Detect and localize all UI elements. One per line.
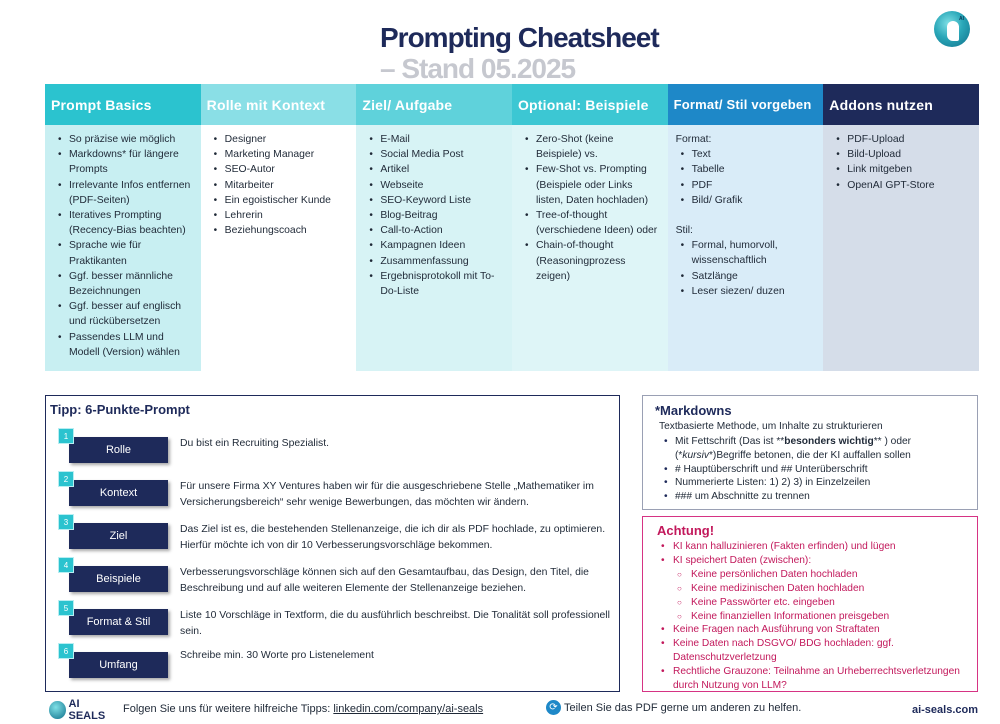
- list-item: • SEO-Autor: [207, 162, 351, 177]
- step-kontext: [54, 471, 614, 513]
- column-header: Optional: Beispiele: [512, 84, 668, 125]
- list-item: • Passendes LLM und Modell (Version) wählen: [51, 330, 195, 360]
- step-label: Beispiele: [69, 566, 168, 592]
- logo-label: AI: [959, 16, 964, 22]
- list-item: • Lehrerin: [207, 208, 351, 223]
- list-item: • Formal, humorvoll, wissenschaftlich: [674, 238, 818, 268]
- step-ziel: [54, 514, 614, 556]
- list-item: • Iteratives Prompting (Recency-Bias beachten): [51, 208, 195, 238]
- list-item: [659, 435, 975, 463]
- warning-item: • KI speichert Daten (zwischen):: [657, 554, 975, 568]
- list-item: • Blog-Beitrag: [362, 208, 506, 223]
- list-item: • E-Mail: [362, 132, 506, 147]
- column-body: [512, 125, 668, 371]
- list-item: • Irrelevante Infos entfernen (PDF-Seiten): [51, 178, 195, 208]
- markdowns-box: [642, 395, 978, 510]
- text-run: *)Begriffe betonen, die der KI auffallen sollen: [708, 449, 911, 461]
- list-item: • So präzise wie möglich: [51, 132, 195, 147]
- column-ziel-aufgabe: [356, 84, 512, 371]
- style-label: Stil:: [675, 225, 693, 237]
- list-item: • PDF: [674, 178, 818, 193]
- share-icon: ⟳: [546, 700, 561, 715]
- warning-list: [657, 540, 975, 693]
- step-beispiele: [54, 557, 614, 599]
- footer-follow: [123, 703, 483, 715]
- share-text: Teilen Sie das PDF gerne um anderen zu helfen.: [564, 702, 802, 714]
- warning-box: [642, 516, 978, 692]
- warning-item: • KI kann halluzinieren (Fakten erfinden) und lügen: [657, 540, 975, 554]
- warning-title: Achtung!: [657, 523, 715, 538]
- follow-text: Folgen Sie uns für weitere hilfreiche Tipps:: [123, 703, 334, 715]
- column-header: Format/ Stil vorgeben: [668, 84, 824, 125]
- list-item: • Leser siezen/ duzen: [674, 284, 818, 299]
- warning-sub-item: ○ Keine medizinischen Daten hochladen: [657, 582, 975, 596]
- list-item: • SEO-Keyword Liste: [362, 193, 506, 208]
- ai-seals-logo-icon: [934, 11, 970, 47]
- column-rolle-mit-kontext: [201, 84, 357, 371]
- column-format-stil: [668, 84, 824, 371]
- list-item: • Bild-Upload: [829, 147, 973, 162]
- warning-sub-item: ○ Keine Passwörter etc. eingeben: [657, 596, 975, 610]
- column-header: Prompt Basics: [45, 84, 201, 125]
- list-item: • Webseite: [362, 178, 506, 193]
- page-subtitle: – Stand 05.2025: [380, 53, 576, 84]
- step-number: 5: [58, 600, 74, 616]
- list-item: • Beziehungscoach: [207, 223, 351, 238]
- page-title: Prompting Cheatsheet: [380, 22, 659, 53]
- warning-sub-item: ○ Keine persönlichen Daten hochladen: [657, 568, 975, 582]
- list-item: • Ergebnisprotokoll mit To-Do-Liste: [362, 269, 506, 299]
- warning-item: • Rechtliche Grauzone: Teilnahme an Urheberrechtsverletzungen durch Nutzung von LLM?: [657, 665, 975, 693]
- step-number: 6: [58, 643, 74, 659]
- bold-run: besonders wichtig: [784, 436, 874, 447]
- italic-run: kursiv: [682, 449, 709, 461]
- list-item: • Zero-Shot (keine Beispiele) vs.: [518, 132, 662, 162]
- column-optional-beispiele: [512, 84, 668, 371]
- list-item: • Designer: [207, 132, 351, 147]
- column-body: [823, 125, 979, 371]
- step-umfang: [54, 643, 614, 685]
- list-item: • ### um Abschnitte zu trennen: [659, 490, 975, 504]
- step-number: 1: [58, 428, 74, 444]
- column-body: [668, 125, 824, 371]
- step-rolle: [54, 428, 614, 470]
- text-run: ** ) oder (*: [675, 436, 912, 461]
- format-label: Format:: [675, 134, 712, 145]
- step-label: Format & Stil: [69, 609, 168, 635]
- step-number: 2: [58, 471, 74, 487]
- cheatsheet-columns: [45, 84, 979, 371]
- list-item: • Ein egoistischer Kunde: [207, 193, 351, 208]
- column-header: Rolle mit Kontext: [201, 84, 357, 125]
- page-header: [380, 22, 659, 84]
- list-item: • Social Media Post: [362, 147, 506, 162]
- list-item: • Bild/ Grafik: [674, 193, 818, 208]
- step-text: Das Ziel ist es, die bestehenden Stellenanzeige, die ich dir als PDF hochlade, zu optimieren. Hierfür möchte ich von dir 10 Verbesserungsvorschläge bekommen.: [180, 524, 606, 551]
- list-item: • Text: [674, 147, 818, 162]
- list-item: • Tree-of-thought (verschiedene Ideen) oder: [518, 208, 662, 238]
- list-item: • OpenAI GPT-Store: [829, 178, 973, 193]
- warning-sub-item: ○ Keine finanziellen Informationen preisgeben: [657, 610, 975, 624]
- linkedin-link[interactable]: linkedin.com/company/ai-seals: [333, 703, 484, 715]
- step-number: 4: [58, 557, 74, 573]
- list-item: • Sprache wie für Praktikanten: [51, 238, 195, 268]
- step-label: Umfang: [69, 652, 168, 678]
- list-item: • Tabelle: [674, 162, 818, 177]
- tip-six-point-prompt: [45, 395, 620, 692]
- column-body: [356, 125, 512, 371]
- column-header: Ziel/ Aufgabe: [356, 84, 512, 125]
- column-prompt-basics: [45, 84, 201, 371]
- list-item: • Artikel: [362, 162, 506, 177]
- list-item: • PDF-Upload: [829, 132, 973, 147]
- column-body: [45, 125, 201, 371]
- website-link[interactable]: ai-seals.com: [911, 704, 978, 716]
- list-item: • Chain-of-thought (Reasoningprozess zeigen): [518, 238, 662, 284]
- column-body: [201, 125, 357, 371]
- warning-item: • Keine Fragen nach Ausführung von Straftaten: [657, 623, 975, 637]
- list-item: • Nummerierte Listen: 1) 2) 3) in Einzelzeilen: [659, 476, 975, 490]
- list-item: • Ggf. besser männliche Bezeichnungen: [51, 269, 195, 299]
- list-item: • Ggf. besser auf englisch und rückübersetzen: [51, 299, 195, 329]
- column-header: Addons nutzen: [823, 84, 979, 125]
- step-text: Für unsere Firma XY Ventures haben wir für die ausgeschriebene Stelle „Mathematiker im Versicherungsbereich“ sehr wenige Bewerbungen, das möchten wir ändern.: [180, 481, 594, 508]
- step-label: Ziel: [69, 523, 168, 549]
- list-item: • Call-to-Action: [362, 223, 506, 238]
- list-item: • Link mitgeben: [829, 162, 973, 177]
- step-text: Liste 10 Vorschläge in Textform, die du ausführlich beschreibst. Die Tonalität soll professionell sein.: [180, 610, 610, 637]
- seal-icon: [49, 701, 66, 719]
- list-item: • Satzlänge: [674, 269, 818, 284]
- step-text: Verbesserungsvorschläge können sich auf den Gesamtaufbau, das Design, den Titel, die Beschreibung und auf alle weiteren Elemente der Stellenanzeige beziehen.: [180, 567, 589, 594]
- text-run: Mit Fettschrift (Das ist **: [675, 436, 785, 447]
- markdowns-description: Textbasierte Methode, um Inhalte zu strukturieren: [659, 421, 883, 432]
- step-number: 3: [58, 514, 74, 530]
- step-label: Kontext: [69, 480, 168, 506]
- warning-item: • Keine Daten nach DSGVO/ BDG hochladen: ggf. Datenschutzverletzung: [657, 637, 975, 665]
- list-item: • Zusammenfassung: [362, 254, 506, 269]
- footer-logo: [49, 699, 115, 721]
- list-item: • Markdowns* für längere Prompts: [51, 147, 195, 177]
- step-format-stil: [54, 600, 614, 642]
- list-item: • Kampagnen Ideen: [362, 238, 506, 253]
- footer-logo-text: AI SEALS: [68, 698, 106, 722]
- list-item: • Few-Shot vs. Prompting (Beispiele oder Links listen, Daten hochladen): [518, 162, 662, 208]
- markdowns-title: *Markdowns: [655, 403, 732, 418]
- step-text: Du bist ein Recruiting Spezialist.: [180, 438, 330, 449]
- step-label: Rolle: [69, 437, 168, 463]
- list-item: • # Hauptüberschrift und ## Unterüberschrift: [659, 463, 975, 477]
- step-text: Schreibe min. 30 Worte pro Listenelement: [180, 650, 374, 661]
- list-item: • Marketing Manager: [207, 147, 351, 162]
- list-item: • Mitarbeiter: [207, 178, 351, 193]
- tip-title: Tipp: 6-Punkte-Prompt: [50, 402, 190, 417]
- column-addons: [823, 84, 979, 371]
- markdowns-list: [659, 435, 975, 504]
